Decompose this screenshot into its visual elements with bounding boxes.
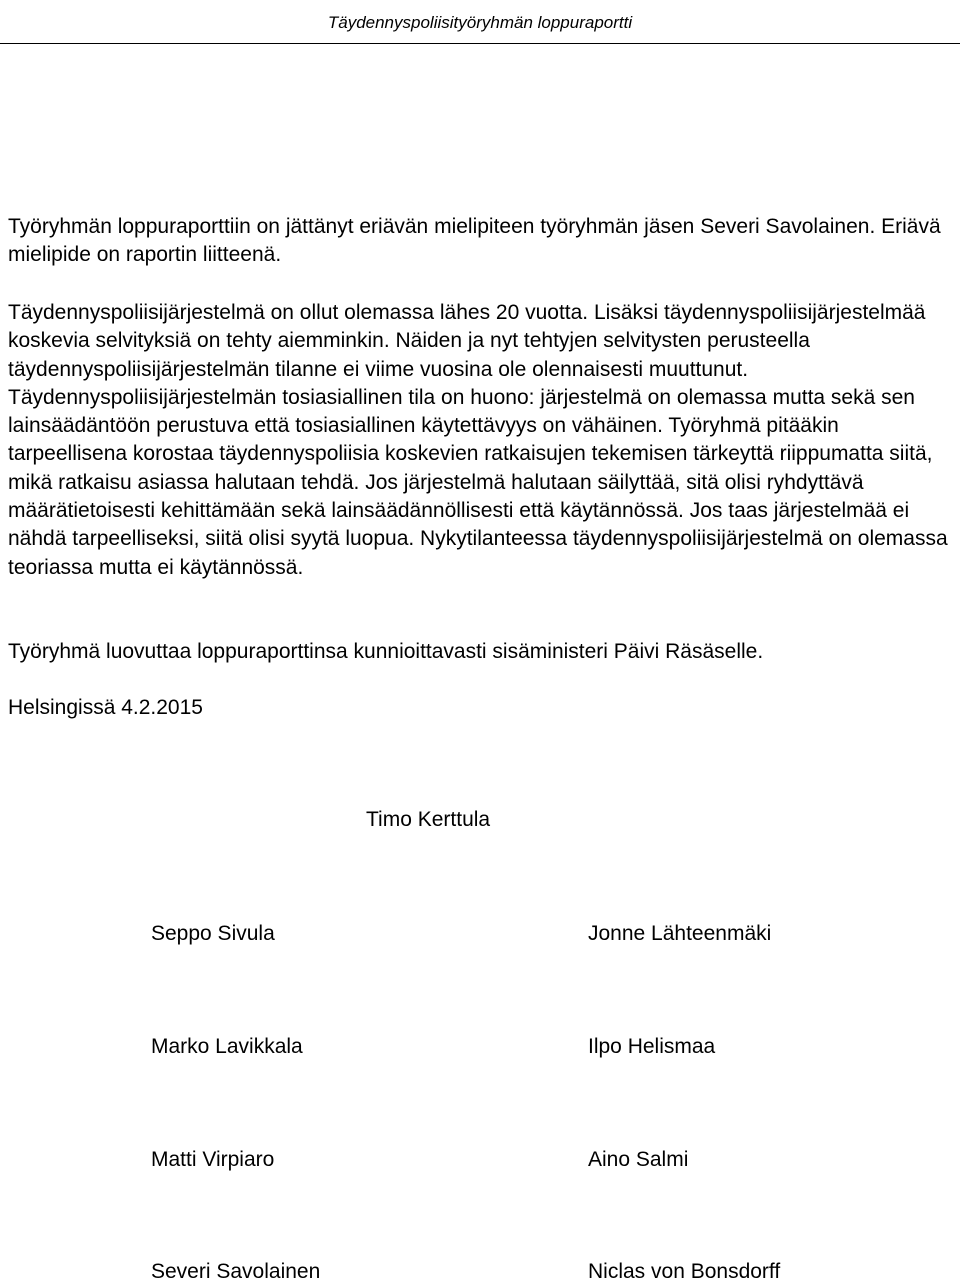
signature-member: Matti Virpiaro — [151, 1148, 275, 1171]
paragraph-dissent: Työryhmän loppuraporttiin on jättänyt eriävän mielipiteen työryhmän jäsen Severi Savolainen. Eriävä mielipide on raportin liitteenä. — [8, 215, 941, 267]
signature-member: Seppo Sivula — [151, 922, 275, 945]
place-and-date: Helsingissä 4.2.2015 — [8, 696, 203, 719]
running-header: Täydennyspoliisityöryhmän loppuraportti — [327, 13, 633, 32]
signature-member: Niclas von Bonsdorff — [588, 1260, 781, 1283]
signature-member: Severi Savolainen — [151, 1260, 321, 1283]
paragraph-main: Täydennyspoliisijärjestelmä on ollut olemassa lähes 20 vuotta. Lisäksi täydennyspoliisijärjestelmää koskevia selvityksiä on tehty aiemminkin. Näiden ja nyt tehtyjen selvitysten perusteella täydennyspoliisijärjestelmän tilanne ei viime vuosina ole olennaisesti muuttunut. Täydennyspoliisijärjestelmän tosiasiallinen tila on huono: järjestelmä on olemassa mutta sekä sen lainsäädäntöön perustuva että tosiasiallinen käytettävyys on vähäinen. Työryhmä pitääkin tarpeellisena korostaa täydennyspoliisia koskevien ratkaisujen tekemisen tärkeyttä riippumatta siitä, mikä ratkaisu asiassa halutaan tehdä. Jos järjestelmä halutaan säilyttää, sitä olisi ryhdyttävä määrätietoisesti kehittämään sekä lainsäädännöllisesti että käytännössä. Jos taas järjestelmää ei nähdä tarpeelliseksi, siitä olisi syytä luopua. Nykytilanteessa täydennyspoliisijärjestelmä on olemassa teoriassa mutta ei käytännössä. — [8, 301, 948, 579]
signature-member: Jonne Lähteenmäki — [588, 922, 772, 945]
header-rule — [0, 43, 960, 44]
signature-member: Marko Lavikkala — [151, 1035, 303, 1058]
signature-member: Ilpo Helismaa — [588, 1035, 716, 1058]
signature-member: Aino Salmi — [588, 1148, 689, 1171]
signature-chair: Timo Kerttula — [366, 808, 491, 831]
paragraph-handover: Työryhmä luovuttaa loppuraporttinsa kunnioittavasti sisäministeri Päivi Räsäselle. — [8, 640, 764, 663]
